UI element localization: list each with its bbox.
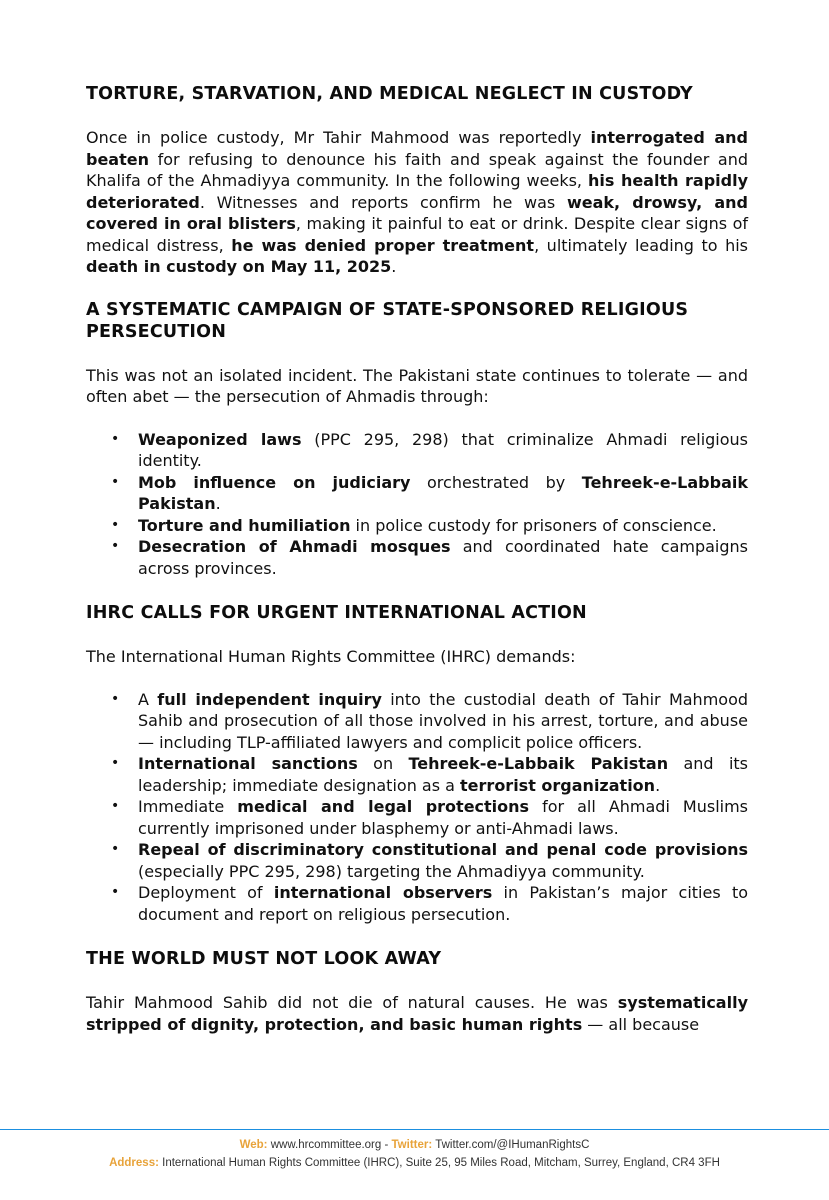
footer-address: International Human Rights Committee (IHRC), Suite 25, 95 Miles Road, Mitcham, Surrey, England, CR4 3FH — [162, 1157, 720, 1169]
footer-divider — [0, 1129, 829, 1130]
demands-list — [86, 689, 748, 926]
section-heading-world: THE WORLD MUST NOT LOOK AWAY — [86, 949, 442, 969]
section-heading-action: IHRC CALLS FOR URGENT INTERNATIONAL ACTION — [86, 603, 587, 623]
footer-twitter-label: Twitter: — [391, 1139, 433, 1151]
list-item: • Immediate medical and legal protections for all Ahmadi Muslims currently imprisoned under blasphemy or anti-Ahmadi laws. — [138, 796, 748, 839]
document-body — [86, 83, 748, 1056]
section-heading-torture: TORTURE, STARVATION, AND MEDICAL NEGLECT IN CUSTODY — [86, 84, 693, 104]
campaign-list — [86, 429, 748, 580]
paragraph-world: Tahir Mahmood Sahib did not die of natural causes. He was systematically stripped of dignity, protection, and basic human rights — all because — [86, 993, 748, 1034]
list-item: • Desecration of Ahmadi mosques and coordinated hate campaigns across provinces. — [138, 536, 748, 579]
list-item: • Repeal of discriminatory constitutional and penal code provisions (especially PPC 295, 298) targeting the Ahmadiyya community. — [138, 839, 748, 882]
footer-address-label: Address: — [109, 1157, 159, 1169]
section-heading-campaign: A SYSTEMATIC CAMPAIGN OF STATE-SPONSORED RELIGIOUS PERSECUTION — [86, 299, 689, 342]
paragraph-torture: Once in police custody, Mr Tahir Mahmood was reportedly interrogated and beaten for refusing to denounce his faith and speak against the founder and Khalifa of the Ahmadiyya community. In the following weeks, his health rapidly deteriorated. Witnesses and reports confirm he was weak, drowsy, and covered in oral blisters, making it painful to eat or drink. Despite clear signs of medical distress, he was denied proper treatment, ultimately leading to his death in custody on May 11, 2025. — [86, 128, 749, 276]
footer-web-link[interactable]: www.hrcommittee.org — [270, 1139, 382, 1151]
list-item: • Deployment of international observers in Pakistan’s major cities to document and report on religious persecution. — [138, 882, 748, 925]
paragraph-action-intro: The International Human Rights Committee (IHRC) demands: — [86, 647, 576, 666]
list-item: • Torture and humiliation in police custody for prisoners of conscience. — [138, 515, 748, 537]
page-footer — [0, 1136, 829, 1172]
list-item: • A full independent inquiry into the custodial death of Tahir Mahmood Sahib and prosecution of all those involved in his arrest, torture, and abuse — including TLP-affiliated lawyers and complicit police officers. — [138, 689, 748, 754]
paragraph-campaign-intro: This was not an isolated incident. The Pakistani state continues to tolerate — and often abet — the persecution of Ahmadis through: — [86, 365, 748, 406]
footer-address-line — [0, 1154, 829, 1172]
list-item: • International sanctions on Tehreek-e-Labbaik Pakistan and its leadership; immediate designation as a terrorist organization. — [138, 753, 748, 796]
footer-contact-line — [0, 1136, 829, 1154]
list-item: • Mob influence on judiciary orchestrated by Tehreek-e-Labbaik Pakistan. — [138, 472, 748, 515]
footer-separator: - — [381, 1139, 392, 1151]
footer-web-label: Web: — [239, 1139, 268, 1151]
list-item: • Weaponized laws (PPC 295, 298) that criminalize Ahmadi religious identity. — [138, 429, 748, 472]
footer-twitter-link[interactable]: Twitter.com/@IHumanRightsC — [435, 1139, 590, 1151]
